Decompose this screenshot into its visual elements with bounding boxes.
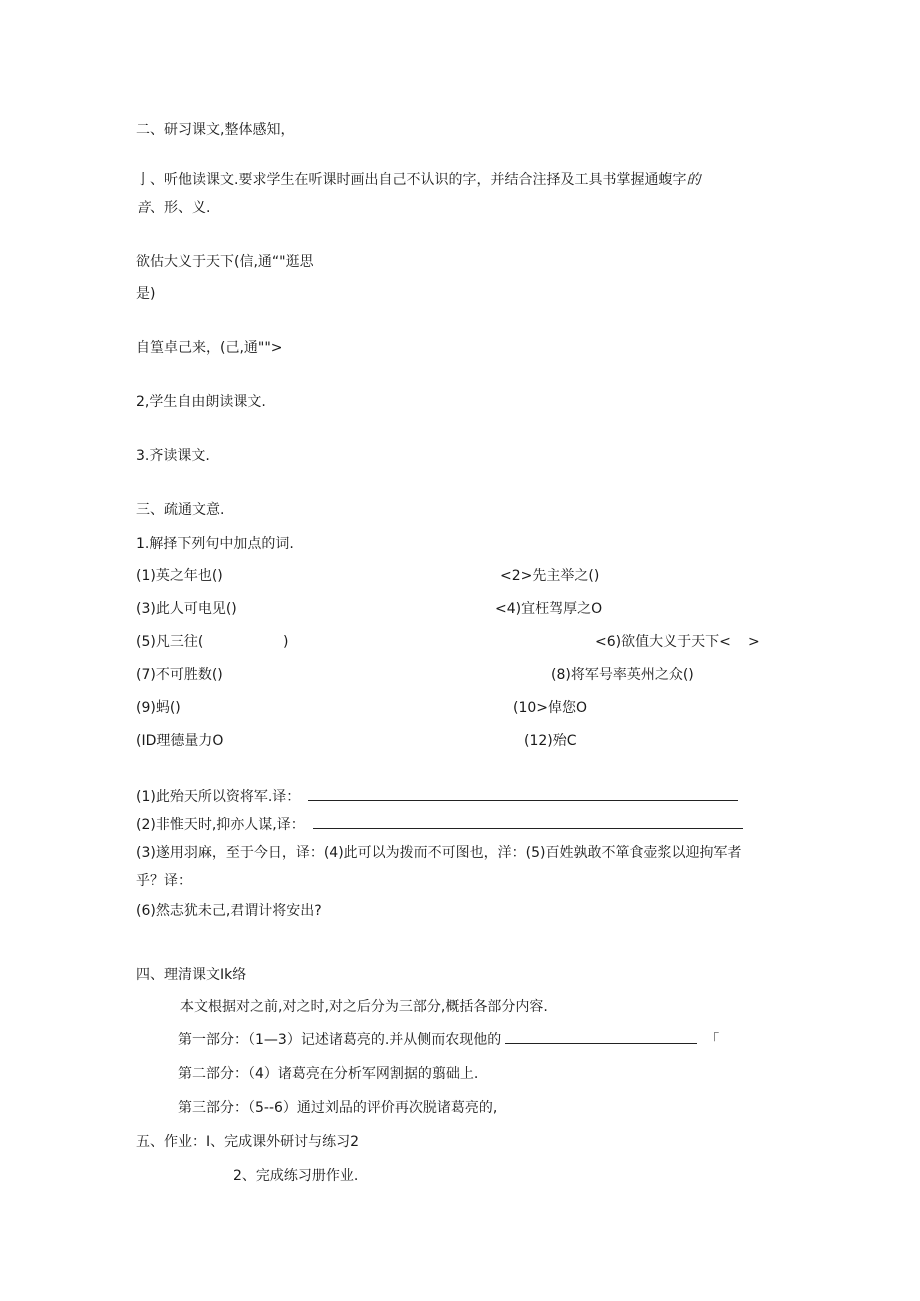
word-item-11: (ID理德量力O [136,733,224,749]
word-item-5-close: ) [283,634,289,650]
translate-1 [136,787,738,807]
translate-1-blank [308,788,738,801]
word-item-10: (10>倬您O [513,700,588,716]
example2: 自篁卓己来，(己,通""> [136,340,283,356]
word-item-1: (1)英之年也() [136,568,223,584]
word-item-5: (5)凡三往( [136,634,204,650]
item1-italic: 的 [686,172,701,188]
section4-part1 [178,1030,719,1050]
section4-heading: 四、理清课文Ik络 [136,967,247,983]
section2-item1 [136,170,700,190]
word-item-7: (7)不可胜数() [136,667,223,683]
example1-line1: 欲估大义于天下(信,通“"逛思 [136,254,314,270]
section5-item2: 2、完成练习册作业. [233,1168,359,1184]
translate-2 [136,815,743,835]
translate-3-cont: 乎？译： [136,873,192,889]
word-item-6-close: > [748,634,760,650]
item1-line2-rest: 、形、义. [150,200,211,216]
part1-text: 第一部分：（1—3）记述诸葛亮的.并从侧而农现他的 [178,1032,502,1048]
translate-3: (3)遂用羽麻，至于今日，译：(4)此可以为拨而不可图也，洋：(5)百姓孰敢不箪食壶浆以迎拘军者 [136,845,742,861]
item1-line2-italic: 音 [136,200,150,216]
translate-4: (6)然志犹未己,君谓计将安出? [136,903,322,919]
example1-line2: 是) [136,286,156,302]
item1-text: 亅、听他读课文.要求学生在听课时画出自己不认识的字，并结合注择及工具书掌握通蝮字 [136,172,687,188]
section3-q1: 1.解择下列句中加点的词. [136,536,294,552]
part1-blank [505,1031,697,1044]
translate-2-blank [313,816,743,829]
section4-part2: 第二部分：（4）诸葛亮在分析军网割据的翦础上. [178,1066,479,1082]
section3-heading: 三、疏通文意. [136,502,225,518]
section4-part3: 第三部分：（5--6）通过刘品的评价再次脱诸葛亮的, [178,1100,498,1116]
word-item-9: (9)蚂() [136,700,181,716]
section2-item1-line2 [136,198,210,218]
word-item-4: <4)宜枉驾厚之O [495,601,603,617]
word-item-6: <6)欲值大义于天下< [595,634,731,650]
word-item-2: <2>先主举之() [500,568,600,584]
section2-item2: 2,学生自由朗读课文. [136,394,266,410]
section5-heading: 五、作业：I、完成课外研讨与练习2 [136,1134,360,1150]
word-item-12: (12)殆C [524,733,577,749]
translate-2-text: (2)非惟天时,抑亦人谋,译： [136,817,305,833]
translate-1-text: (1)此殆天所以资将军.译： [136,789,301,805]
section2-heading: 二、研习课文,整体感知， [136,122,295,138]
section2-item3: 3.齐读课文. [136,448,210,464]
part1-end: 「 [705,1032,720,1048]
word-item-3: (3)此人可电见() [136,601,237,617]
section4-intro: 本文根据对之前,对之时,对之后分为三部分,概括各部分内容. [180,999,548,1015]
word-item-8: (8)将军号率英州之众() [551,667,694,683]
